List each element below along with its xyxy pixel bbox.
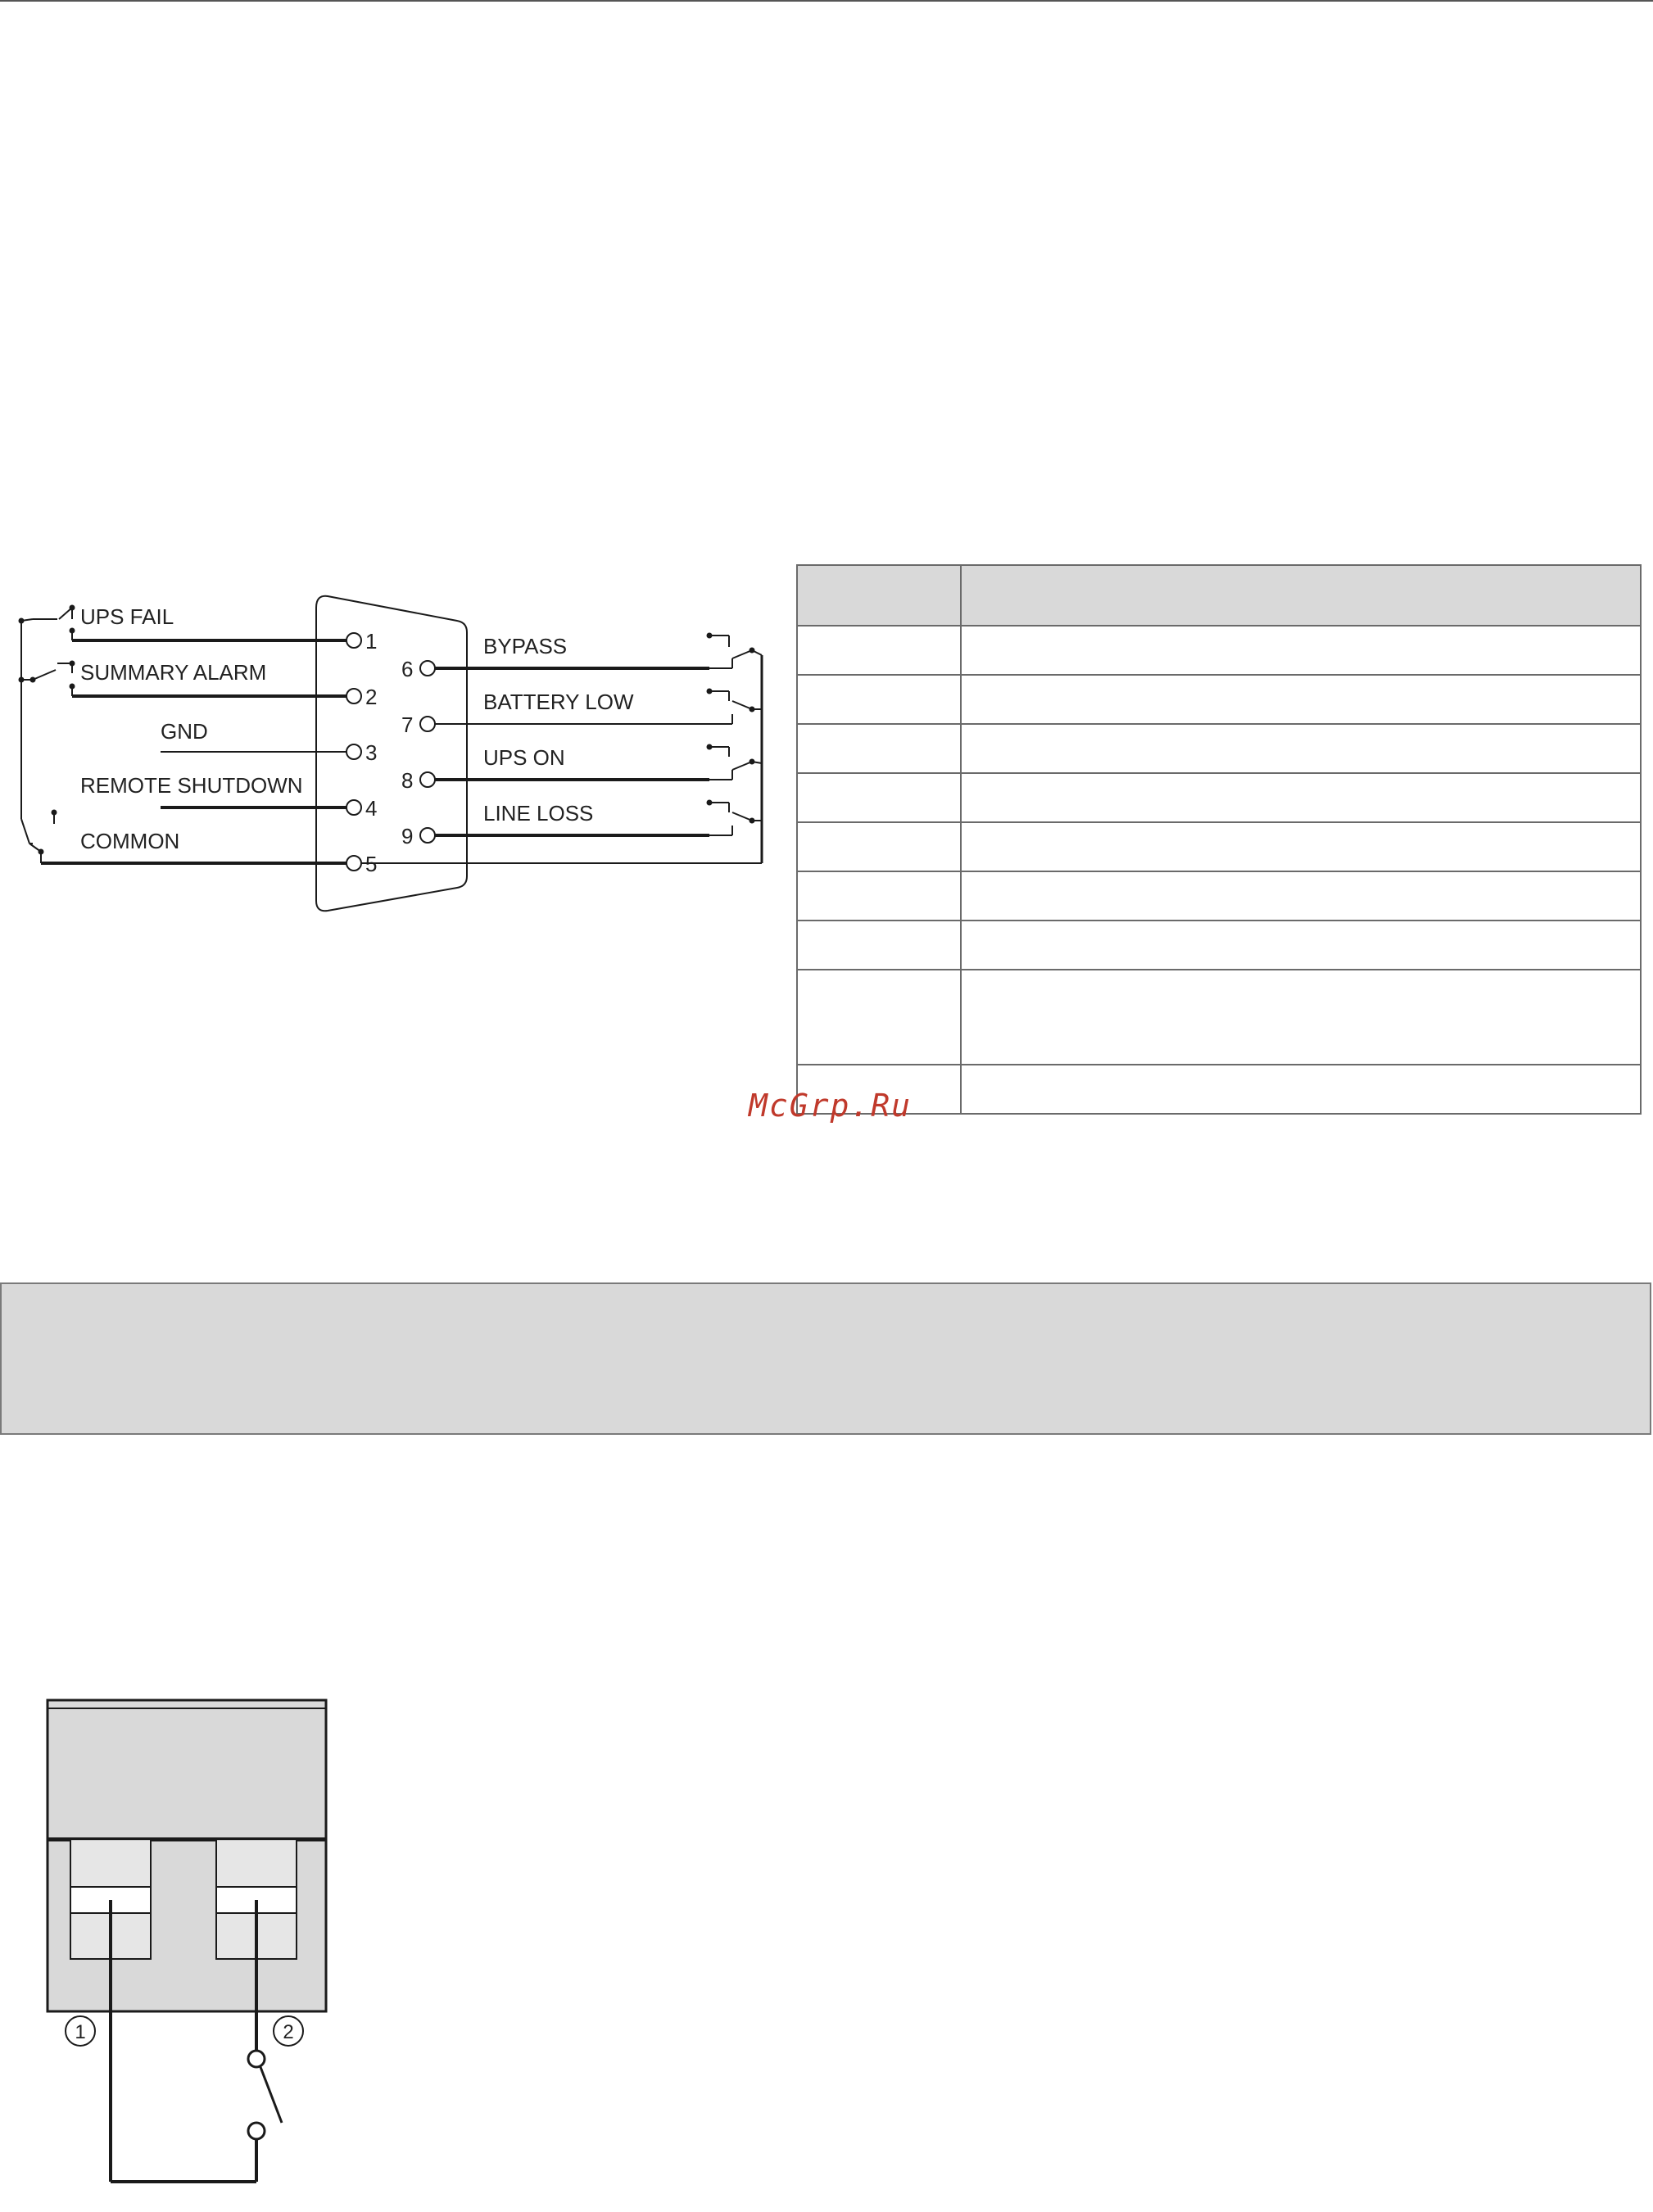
svg-text:2: 2: [283, 2021, 294, 2043]
terminal-marker-2: [274, 2016, 303, 2046]
table-cell: [961, 675, 1641, 724]
table-row: [797, 871, 1641, 921]
svg-text:1: 1: [365, 629, 378, 654]
table-row: [797, 921, 1641, 970]
svg-text:8: 8: [401, 768, 414, 793]
table-row: [797, 1065, 1641, 1114]
svg-text:1: 1: [75, 2021, 86, 2043]
svg-text:5: 5: [365, 852, 378, 876]
terminal-marker-1: [66, 2016, 95, 2046]
label-common: COMMON: [80, 829, 180, 853]
table-row: [797, 773, 1641, 822]
table-cell: [797, 626, 961, 675]
table-cell: [797, 921, 961, 970]
label-gnd: GND: [161, 719, 208, 744]
svg-text:7: 7: [401, 712, 414, 737]
table-cell: [961, 871, 1641, 921]
pin-9: [401, 824, 435, 848]
pin-assignment-table: [796, 564, 1642, 1115]
relay-battery-low: [707, 689, 762, 724]
pin-4: [346, 796, 377, 821]
table-row: [797, 675, 1641, 724]
watermark: McGrp.Ru: [749, 1088, 913, 1124]
label-line-loss: LINE LOSS: [483, 801, 594, 826]
label-ups-on: UPS ON: [483, 745, 565, 770]
db9-diagram-svg: [0, 573, 786, 925]
table-cell: [797, 724, 961, 773]
table-cell: [961, 773, 1641, 822]
table-row: [797, 724, 1641, 773]
svg-text:6: 6: [401, 657, 414, 681]
relay-bypass: [707, 633, 762, 668]
table-cell: [797, 675, 961, 724]
table-cell: [797, 773, 961, 822]
terminal-block-diagram: [33, 1687, 360, 2195]
table-cell: [961, 626, 1641, 675]
note-banner: [0, 1282, 1651, 1435]
table-cell: [797, 970, 961, 1065]
pin-2: [346, 685, 377, 709]
label-bypass: BYPASS: [483, 634, 568, 658]
relay-line-loss: [707, 800, 762, 835]
label-summary-alarm: SUMMARY ALARM: [80, 660, 267, 685]
pin-6: [401, 657, 435, 681]
svg-text:3: 3: [365, 740, 378, 765]
table-cell: [961, 970, 1641, 1065]
label-battery-low: BATTERY LOW: [483, 690, 634, 714]
table-cell: [961, 921, 1641, 970]
svg-text:4: 4: [365, 796, 378, 821]
table-header-row: [797, 565, 1641, 626]
label-remote-shutdown: REMOTE SHUTDOWN: [80, 773, 303, 798]
db9-wiring-diagram: [0, 573, 786, 925]
terminal-diagram-svg: [33, 1687, 360, 2195]
pin-1: [346, 629, 377, 654]
terminal-housing-top: [48, 1700, 326, 1839]
table-cell: [797, 871, 961, 921]
label-ups-fail: UPS FAIL: [80, 604, 174, 629]
page-top-rule: [0, 0, 1653, 2]
pin-7: [401, 712, 435, 737]
table-row: [797, 626, 1641, 675]
relay-ups-on: [707, 744, 762, 780]
table-cell: [961, 724, 1641, 773]
table-cell: [961, 1065, 1641, 1114]
pin-8: [401, 768, 435, 793]
table-cell: [797, 822, 961, 871]
table-header-cell-description: [961, 565, 1641, 626]
svg-text:2: 2: [365, 685, 378, 709]
table-row: [797, 970, 1641, 1065]
pin-3: [346, 740, 377, 765]
table-header-cell-pin: [797, 565, 961, 626]
svg-text:9: 9: [401, 824, 414, 848]
table-cell: [961, 822, 1641, 871]
table-row: [797, 822, 1641, 871]
